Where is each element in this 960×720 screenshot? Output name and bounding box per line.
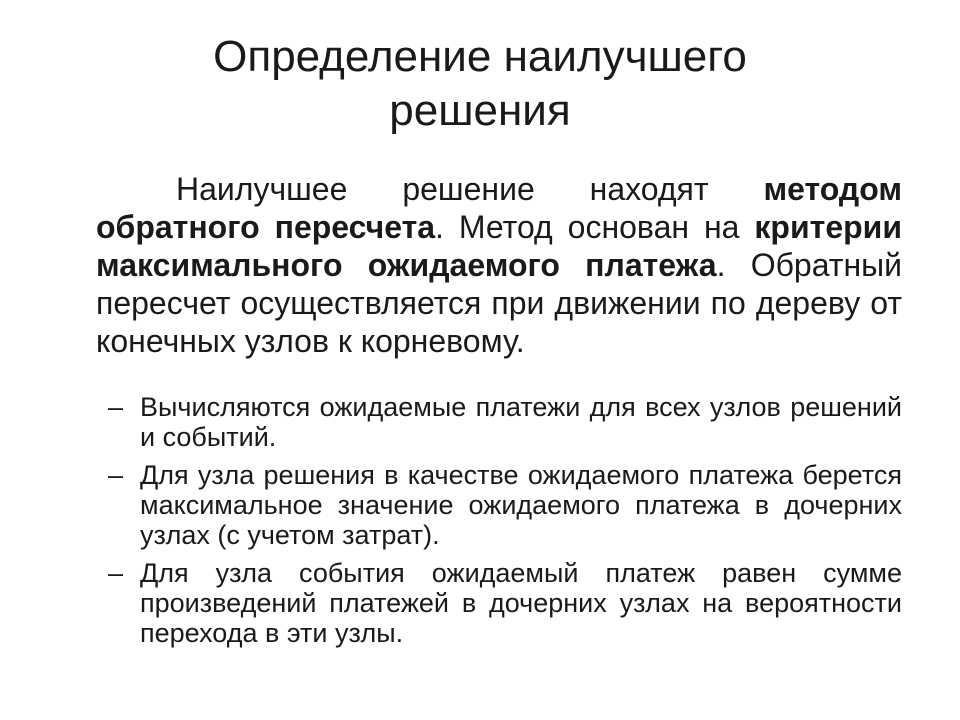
title-line-2: решения bbox=[389, 86, 571, 135]
bullet-text: Для узла решения в качестве ожидаемого платежа берется максимальное значение ожидаемого платежа в дочерних узлах (с учетом затрат). bbox=[140, 460, 902, 550]
bullet-list bbox=[96, 392, 902, 656]
intro-text-3: . Обратный пересчет осуществляется при движении по дереву от конечных узлов к корневому. bbox=[96, 247, 903, 359]
bullet-item bbox=[96, 460, 902, 550]
dash-marker: – bbox=[108, 392, 124, 422]
bullet-item bbox=[96, 392, 902, 452]
title-line-1: Определение наилучшего bbox=[213, 32, 747, 81]
intro-paragraph bbox=[96, 170, 902, 360]
intro-text-2: . Метод основан на bbox=[435, 209, 755, 245]
slide-title bbox=[60, 30, 900, 138]
bullet-text: Для узла события ожидаемый платеж равен сумме произведений платежей в дочерних узлах на вероятности перехода в эти узлы. bbox=[140, 558, 902, 648]
intro-bold-criterion: критерии максимального ожидаемого платежа bbox=[96, 209, 902, 283]
dash-marker: – bbox=[108, 460, 124, 490]
intro-bold-method: методом обратного пересчета bbox=[96, 171, 902, 245]
bullet-text: Вычисляются ожидаемые платежи для всех узлов решений и событий. bbox=[140, 392, 902, 452]
intro-text-1: Наилучшее решение находят bbox=[176, 171, 764, 207]
dash-marker: – bbox=[108, 558, 124, 588]
bullet-item bbox=[96, 558, 902, 648]
